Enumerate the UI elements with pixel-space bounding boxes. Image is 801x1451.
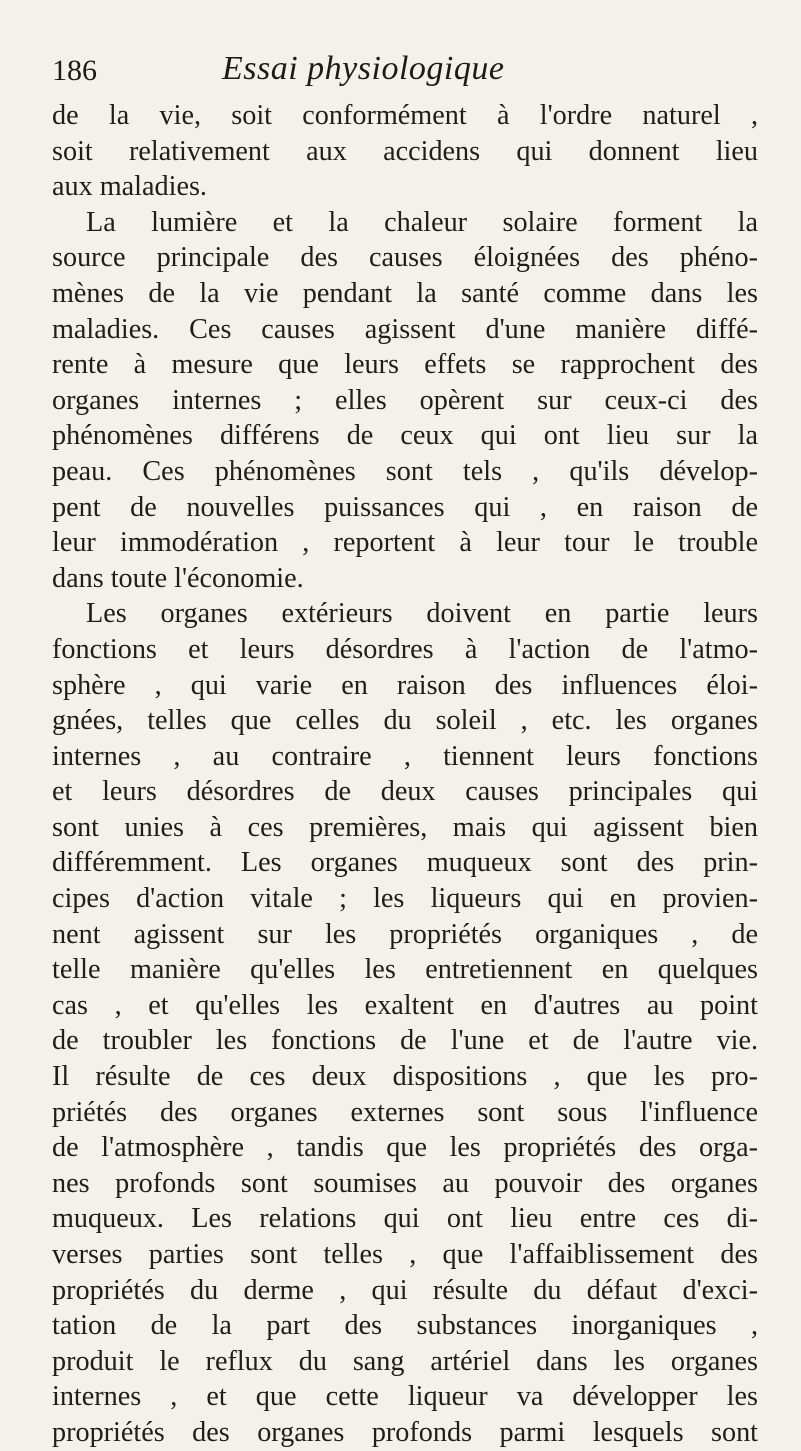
text-line: Les organes extérieurs doivent en partie leurs [86,598,758,630]
text-line: tation de la part des substances inorganiques , [52,1310,758,1342]
text-line: de la vie, soit conformément à l'ordre naturel , [52,100,758,131]
text-line: maladies. Ces causes agissent d'une manière diffé- [52,313,758,345]
text-line: telle manière qu'elles les entretiennent en quelques [52,954,758,986]
body-text [52,98,758,1451]
text-line: soit relativement aux accidens qui donnent lieu [52,135,758,167]
text-line: fonctions et leurs désordres à l'action de l'atmo- [52,633,758,665]
text-line: pent de nouvelles puissances qui , en raison de [52,491,758,523]
text-line: peau. Ces phénomènes sont tels , qu'ils dévelop- [52,455,758,487]
text-line: mènes de la vie pendant la santé comme dans les [52,277,758,309]
text-line: organes internes ; elles opèrent sur ceux-ci des [52,384,758,416]
text-line: de l'atmosphère , tandis que les propriétés des orga- [52,1132,758,1164]
text-line: aux maladies. [52,171,207,203]
text-line: produit le reflux du sang artériel dans les organes [52,1345,758,1377]
text-line: internes , et que cette liqueur va développer les [52,1381,758,1413]
text-line: internes , au contraire , tiennent leurs fonctions [52,740,758,772]
text-line: sont unies à ces premières, mais qui agissent bien [52,811,758,843]
text-line: leur immodération , reportent à leur tour le trouble [52,527,758,559]
text-line: gnées, telles que celles du soleil , etc. les organes [52,705,758,737]
text-line: sphère , qui varie en raison des influences éloi- [52,669,758,701]
text-line: source principale des causes éloignées des phéno- [52,242,758,274]
running-head [52,50,732,94]
text-line: de troubler les fonctions de l'une et de l'autre vie. [52,1025,758,1057]
text-line: nent agissent sur les propriétés organiques , de [52,918,758,950]
running-title: Essai physiologique [222,50,505,87]
text-line: propriétés du derme , qui résulte du défaut d'exci- [52,1274,758,1306]
text-line: La lumière et la chaleur solaire forment la [86,206,758,238]
text-line: rente à mesure que leurs effets se rapprochent des [52,349,758,381]
text-line: différemment. Les organes muqueux sont des prin- [52,847,758,879]
text-line: verses parties sont telles , que l'affaiblissement des [52,1239,758,1270]
page-number: 186 [52,54,97,87]
text-line: propriétés des organes profonds parmi lesquels sont [52,1416,758,1448]
text-line: phénomènes différens de ceux qui ont lieu sur la [52,420,758,452]
text-line: nes profonds sont soumises au pouvoir des organes [52,1167,758,1199]
text-line: priétés des organes externes sont sous l'influence [52,1096,758,1128]
text-line: dans toute l'économie. [52,562,304,594]
text-line: et leurs désordres de deux causes principales qui [52,776,758,808]
text-line: cipes d'action vitale ; les liqueurs qui en provien- [52,883,758,915]
text-line: Il résulte de ces deux dispositions , que les pro- [52,1061,758,1093]
text-line: muqueux. Les relations qui ont lieu entre ces di- [52,1203,758,1235]
text-line: cas , et qu'elles les exaltent en d'autres au point [52,989,758,1021]
